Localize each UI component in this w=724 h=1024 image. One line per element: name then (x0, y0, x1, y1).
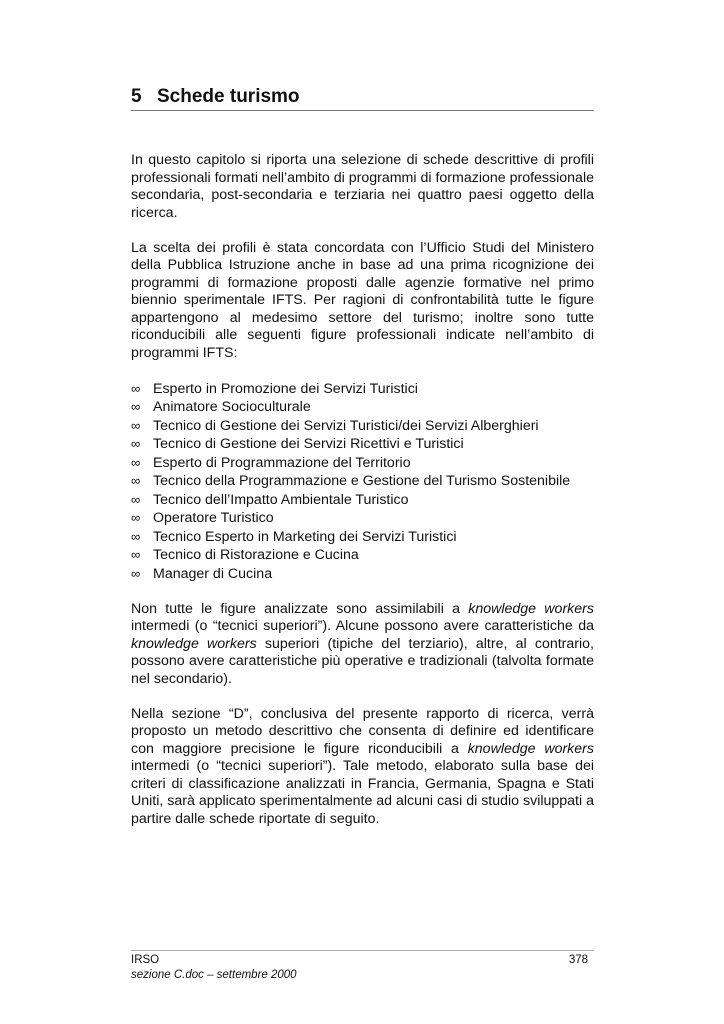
infinity-bullet-icon: ∞ (131, 547, 141, 562)
footer-source: sezione C.doc – settembre 2000 (131, 968, 297, 981)
p3-text-c: intermedi (o “tecnici superiori”). Alcune possono avere caratteristiche da (131, 618, 594, 634)
infinity-bullet-icon: ∞ (131, 417, 141, 433)
list-item-text: Tecnico di Ristorazione e Cucina (153, 547, 359, 563)
infinity-bullet-icon: ∞ (131, 565, 141, 581)
footer-organization: IRSO (131, 954, 160, 966)
list-item-text: Esperto in Promozione dei Servizi Turistici (153, 380, 418, 397)
list-item-text: Tecnico dell’Impatto Ambientale Turistico (153, 491, 409, 508)
list-item (131, 380, 594, 399)
p4-text-c: intermedi (o “tecnici superiori”). Tale metodo, elaborato sulla base dei criteri di classificazione analizzati in Francia, Germania, Spagna e Stati Uniti, sarà applicato sperimentalmente ad alcuni casi di studio sviluppati a partire dalle schede riportate di seguito. (131, 758, 594, 827)
chapter-number: 5 (131, 86, 142, 107)
method-paragraph (131, 706, 594, 829)
page-number: 378 (568, 954, 588, 966)
p3-text-e: superiori (tipiche del terziario), altre, al contrario, possono avere caratteristiche più operative e tradizionali (talvolta formate nel secondario). (131, 635, 594, 687)
list-item (131, 398, 594, 417)
chapter-heading (131, 86, 594, 108)
selection-paragraph: La scelta dei profili è stata concordata con l’Ufficio Studi del Ministero della Pubblica Istruzione anche in base ad una prima ricognizione dei programmi di formazione proposti dalle agenzie formative nel primo biennio sperimentale IFTS. Per ragioni di confrontabilità tutte le figure appartengono al medesimo settore del turismo; inoltre sono tutte riconducibili alle seguenti figure professionali indicate nell’ambito di programmi IFTS: (131, 239, 594, 361)
page-footer (131, 953, 594, 982)
p4-emphasis: knowledge workers (467, 740, 594, 757)
infinity-bullet-icon: ∞ (131, 436, 141, 451)
list-item-text: Tecnico Esperto in Marketing dei Servizi Turistici (153, 528, 457, 545)
document-body (131, 152, 594, 846)
infinity-bullet-icon: ∞ (131, 380, 141, 396)
infinity-bullet-icon: ∞ (131, 473, 141, 488)
profiles-list (131, 380, 594, 584)
list-item (131, 546, 594, 565)
list-item-text: Tecnico di Gestione dei Servizi Ricettivi e Turistici (153, 436, 464, 452)
p4-text-a: Nella sezione “D”, conclusiva del presente rapporto di ricerca, verrà proposto un metodo descrittivo che consenta di definire ed identificare con maggiore precisione le figure riconducibili a (131, 705, 594, 757)
list-item (131, 528, 594, 547)
list-item (131, 491, 594, 510)
knowledge-workers-paragraph (131, 601, 594, 689)
infinity-bullet-icon: ∞ (131, 491, 141, 507)
list-item (131, 509, 594, 528)
intro-paragraph: In questo capitolo si riporta una selezione di schede descrittive di profili professionali formati nell’ambito di programmi di formazione professionale secondaria, post-secondaria e terziaria nei quattro paesi oggetto della ricerca. (131, 152, 594, 221)
list-item-text: Tecnico della Programmazione e Gestione del Turismo Sostenibile (153, 473, 571, 489)
infinity-bullet-icon: ∞ (131, 399, 141, 414)
infinity-bullet-icon: ∞ (131, 454, 141, 470)
list-item-text: Tecnico di Gestione dei Servizi Turistici/dei Servizi Alberghieri (153, 417, 539, 434)
list-item-text: Manager di Cucina (153, 565, 273, 582)
p3-emphasis-2: knowledge workers (131, 635, 257, 652)
p3-emphasis-1: knowledge workers (468, 600, 594, 617)
infinity-bullet-icon: ∞ (131, 528, 141, 544)
p3-text-a: Non tutte le figure analizzate sono assimilabili a (131, 600, 469, 617)
list-item (131, 454, 594, 473)
list-item-text: Operatore Turistico (153, 510, 274, 526)
list-item (131, 417, 594, 436)
chapter-heading-block (131, 86, 594, 111)
list-item (131, 565, 594, 584)
chapter-title: Schede turismo (157, 86, 300, 107)
list-item (131, 472, 594, 491)
list-item-text: Esperto di Programmazione del Territorio (153, 454, 411, 471)
list-item (131, 435, 594, 454)
list-item-text: Animatore Socioculturale (153, 399, 311, 415)
footer-divider (131, 950, 594, 951)
infinity-bullet-icon: ∞ (131, 510, 141, 525)
